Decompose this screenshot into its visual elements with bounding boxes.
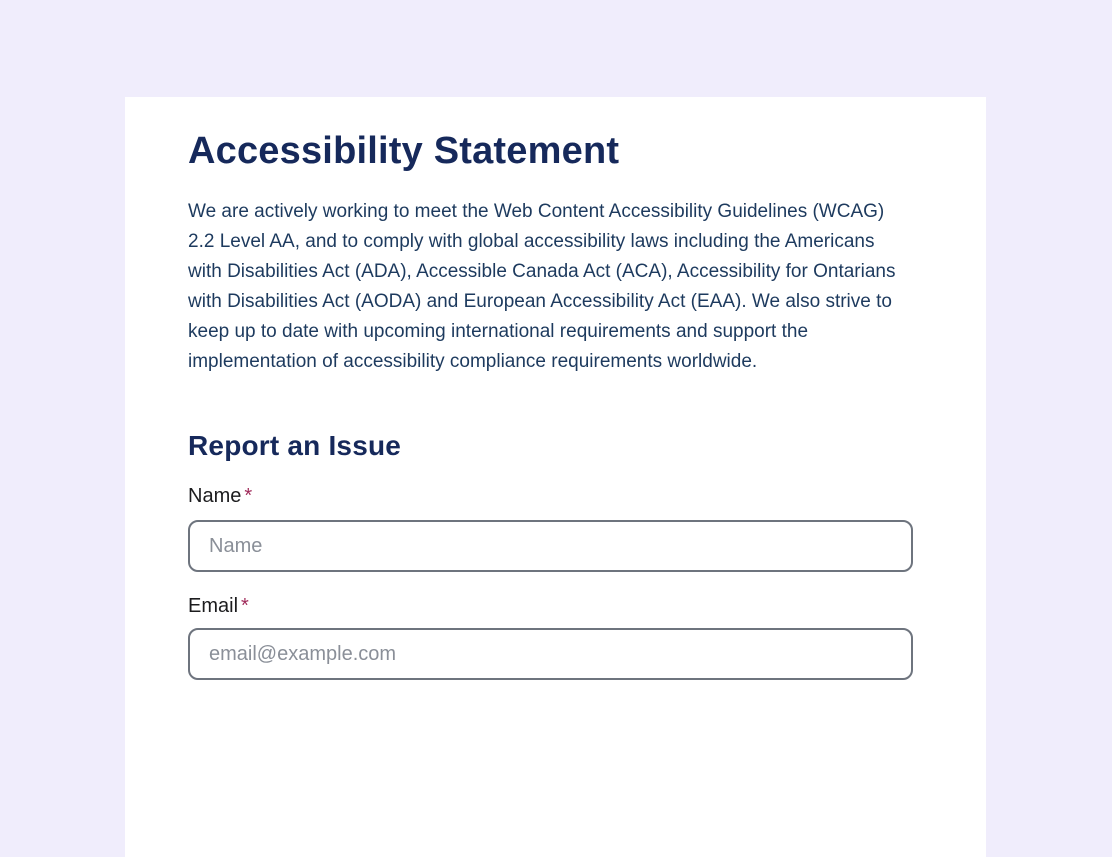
name-label <box>188 484 913 508</box>
name-label-text: Name <box>188 485 242 508</box>
name-input[interactable] <box>188 520 913 572</box>
accessibility-intro-paragraph: We are actively working to meet the Web Content Accessibility Guidelines (WCAG) 2.2 Level AA, and to comply with global accessibility laws including the Americans with Disabilities Act (ADA), Accessible Canada Act (ACA), Accessibility for Ontarians with Disabilities Act (AODA) and European Accessibility Act (EAA). We also strive to keep up to date with upcoming international requirements and support the implementation of accessibility compliance requirements worldwide. <box>188 200 896 372</box>
report-issue-heading: Report an Issue <box>188 429 402 461</box>
email-label <box>188 594 913 618</box>
required-asterisk: * <box>244 485 253 508</box>
name-field-group <box>188 484 913 572</box>
email-input[interactable] <box>188 628 913 680</box>
required-asterisk: * <box>241 595 249 618</box>
email-field-group <box>188 594 913 680</box>
email-label-text: Email <box>188 595 239 618</box>
report-issue-form <box>188 484 913 680</box>
page-title: Accessibility Statement <box>188 130 620 172</box>
accessibility-statement-card <box>125 97 986 857</box>
